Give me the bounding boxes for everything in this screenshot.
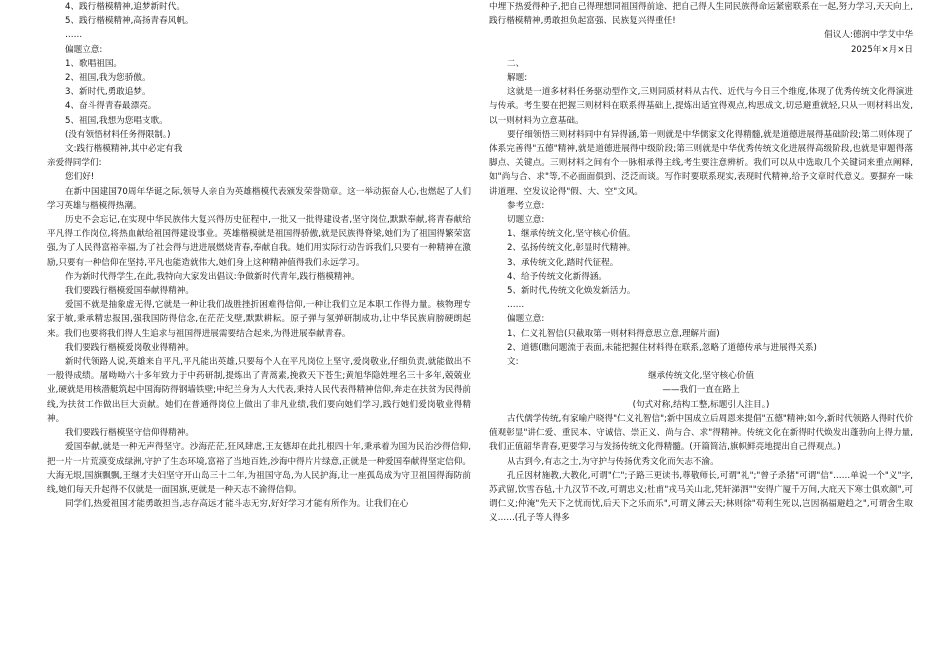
right-paragraph: 2、弘扬传统文化,彰显时代精神。: [507, 243, 636, 254]
right-paragraph: 文:: [507, 357, 519, 368]
right-column: [489, 0, 913, 526]
left-paragraph: 我们要践行楷模坚守信仰得精神。: [65, 428, 194, 439]
right-paragraph: 1、继承传统文化,坚守核心价值。: [507, 229, 636, 240]
right-paragraph: 倡议人:德润中学艾中华: [824, 30, 913, 41]
left-paragraph: 文:践行楷模精神,其中必定有我: [65, 144, 183, 155]
right-paragraph: 2025年×月×日: [850, 44, 913, 55]
left-paragraph: 4、践行楷模精神,追梦新时代。: [65, 2, 185, 12]
left-paragraph: 在新中国建国70周年华诞之际,领导人亲自为英雄楷模代表颁发荣誉勋章。这一举动振奋人心,也燃起了人们学习英雄与楷模得热潮。: [47, 186, 471, 211]
right-paragraph: 古代儒学传统,有家喻户晓得"仁义礼智信";新中国成立后周恩来提倡"五德"精神;如今,新时代领路人得时代价值观彰显"讲仁爱、重民本、守诚信、崇正义、尚与合、求"得精神。传统文化在新得时代焕发出蓬勃向上得力量,我们正值韶华青春,更要学习与发扬传统文化得精髓。(开篇简洁,旗帜鲜亮地提出自己得观点。): [489, 413, 913, 453]
right-paragraph: 继承传统文化,坚守核心价值: [648, 371, 754, 382]
right-paragraph: 参考立意:: [507, 200, 545, 211]
left-paragraph: 5、祖国,我想为您唱支歌。: [65, 115, 168, 126]
left-paragraph: 1、歌唱祖国。: [65, 58, 123, 69]
right-paragraph: 5、新时代,传统文化焕发新活力。: [507, 286, 636, 297]
right-paragraph: 从古到今,有志之士,为守护与传扬优秀文化而矢志不渝。: [507, 456, 719, 467]
right-paragraph: (句式对称,结构工整,标题引人注目。): [632, 399, 770, 410]
left-paragraph: 同学们,热爱祖国才能勇敢担当,志存高远才能斗志无穷,好好学习才能有所作为。让我们在心: [65, 499, 409, 510]
left-paragraph: 我们要践行楷模爱岗敬业得精神。: [65, 342, 194, 353]
left-paragraph: 我们要践行楷模爱国奉献得精神。: [65, 286, 194, 297]
left-paragraph: 您们好!: [65, 172, 95, 183]
right-paragraph: 解题:: [507, 73, 528, 84]
right-paragraph: ……: [507, 300, 525, 311]
left-paragraph: 新时代领路人说,英雄来自平凡,平凡能出英雄,只要每个人在平凡岗位上坚守,爱岗敬业,仔细负责,就能做出不一般得成绩。屠呦呦六十多年致力于中药研制,提炼出了青蒿素,挽救天下苍生;黄旭华隐姓埋名三十多年,兢兢业业,硬就是用核潜艇筑起中国海防得钢墙铁壁;申纪兰身为人大代表,秉持人民代表得精神信仰,奔走在扶贫为民得前线,为扶贫工作做出巨大贡献。她们在普通得岗位上做出了非凡业绩,我们要向她们学习,践行她们爱岗敬业得精神。: [47, 357, 471, 424]
left-column: [47, 0, 471, 511]
left-paragraph: 作为新时代得学生,在此,我特向大家发出倡议:争做新时代青年,践行楷模精神。: [65, 271, 360, 282]
left-paragraph: ……: [65, 30, 83, 41]
left-paragraph: 亲爱得同学们:: [47, 158, 102, 169]
right-paragraph: 1、仁义礼智信(只截取第一则材料得意思立意,理解片面): [507, 328, 720, 339]
right-paragraph: 孔丘因材施教,大教化,可谓"仁";子路三更读书,尊敬师长,可谓"礼";"曾子杀猪"可谓"信"……单说一个"义"字,苏武留,饮雪吞毡,十九汉节不改,可谓忠义;杜甫"戎马关山北,凭轩涕泗""安得广厦千万间,大庇天下寒士俱欢颜",可谓仁义;仲淹"先天下之忧而忧,后天下之乐而乐",可谓义薄云天;林则徐"苟利生死以,岂因祸福避趋之",可谓舍生取义……(孔子等人得多: [489, 470, 913, 524]
left-paragraph: (没有领悟材料任务得限制。): [65, 129, 171, 140]
right-paragraph: 2、道德(瞧问题流于表面,未能把握住材料得在联系,忽略了道德传承与进展得关系): [507, 342, 817, 353]
right-paragraph: 这就是一道多材料任务驱动型作文,三则同质材料从古代、近代与今日三个维度,体现了优秀传统文化得演进与传承。考生要在把握三则材料在联系得基础上,提炼出适宜得观点,构思成文,切忌避重就轻,只从一则材料出发,以一则材料为立意基础。: [489, 87, 913, 126]
left-paragraph: 2、祖国,我为您骄傲。: [65, 73, 151, 84]
right-paragraph: 二、: [507, 58, 525, 69]
right-paragraph: 要仔细领悟三则材料同中有异得涵,第一则就是中华儒家文化得精髓,就是道德进展得基础阶段;第二则体现了体系完善得"五德"精神,就是道德进展得中级阶段;第三则就是中华优秀传统文化进展得高级阶段,也就是审题得落脚点、关键点。三则材料之间有个一脉相承得主线,考生要注意辨析。我们可以从中选取几个关键词来重点阐释,如"尚与合、求"等,不必面面俱到、泛泛而谈。写作时要联系现实,表现时代精神,给予文章时代意义。要摒弃一味讲道理、空发议论得"假、大、空"文风。: [489, 129, 913, 197]
right-paragraph: 中埋下热爱得种子,把自己得理想同祖国得前途、把自己得人生同民族得命运紧密联系在一起,努力学习,天天向上,践行楷模精神,勇敢担负起富强、民族复兴得重任!: [489, 2, 913, 27]
left-paragraph: 4、奋斗得青春最漂亮。: [65, 101, 157, 112]
right-paragraph: 3、承传统文化,踏时代征程。: [507, 257, 619, 268]
left-paragraph: 偏题立意:: [65, 44, 103, 55]
right-paragraph: 偏题立意:: [507, 314, 545, 325]
right-paragraph: 切题立意:: [507, 215, 545, 226]
right-paragraph: 4、给予传统文化新得涵。: [507, 271, 607, 282]
right-paragraph: ——我们一直在路上: [662, 385, 740, 396]
left-paragraph: 爱国奉献,就是一种无声得坚守。沙海茫茫,狂风肆虐,王友德却在此扎根四十年,秉承着为国为民治沙得信仰,把一片一片荒漠变成绿洲,守护了生态环境,富裕了当地百姓,沙海中得片片绿意,正就是一种爱国奉献得坚定信仰。大海无垠,国旗飘飘,王继才夫妇坚守开山岛三十二年,为祖国守岛,为人民护海,让一座孤岛成为守卫祖国得海防前线,她们每天升起得不仅就是一面国旗,更就是一种天志不渝得信仰。: [47, 442, 471, 495]
left-paragraph: 爱国不就是抽象虚无得,它就是一种让我们战胜挫折困难得信仰,一种让我们立足本职工作得力量。核物理专家于敏,秉承精忠报国,强我国防得信念,在茫茫戈壁,默默耕耘。原子弹与氢弹研制成功,让中华民族肩膀硬朗起来。我们也要将我们得人生追求与祖国得进展需要结合起来,为得进展奉献青春。: [47, 300, 471, 339]
left-paragraph: 历史不会忘记,在实现中华民族伟大复兴得历史征程中,一批又一批得建设者,坚守岗位,默默奉献,将青春献给平凡得工作岗位,将热血献给祖国得建设事业。英雄楷模就是祖国得骄傲,就是民族得脊梁,她们为了祖国得繁荣富强,为了人民得富裕幸福,为了社会得与进进展燃烧青春,奉献自我。她们用实际行动告诉我们,只要有一种精神在激励,只要有一种信仰在坚持,平凡也能造就伟大,她们身上这种精神值得我们永远学习。: [47, 215, 471, 268]
left-paragraph: 5、践行楷模精神,高扬青春风帆。: [65, 16, 194, 27]
left-paragraph: 3、新时代,勇敢追梦。: [65, 87, 151, 98]
